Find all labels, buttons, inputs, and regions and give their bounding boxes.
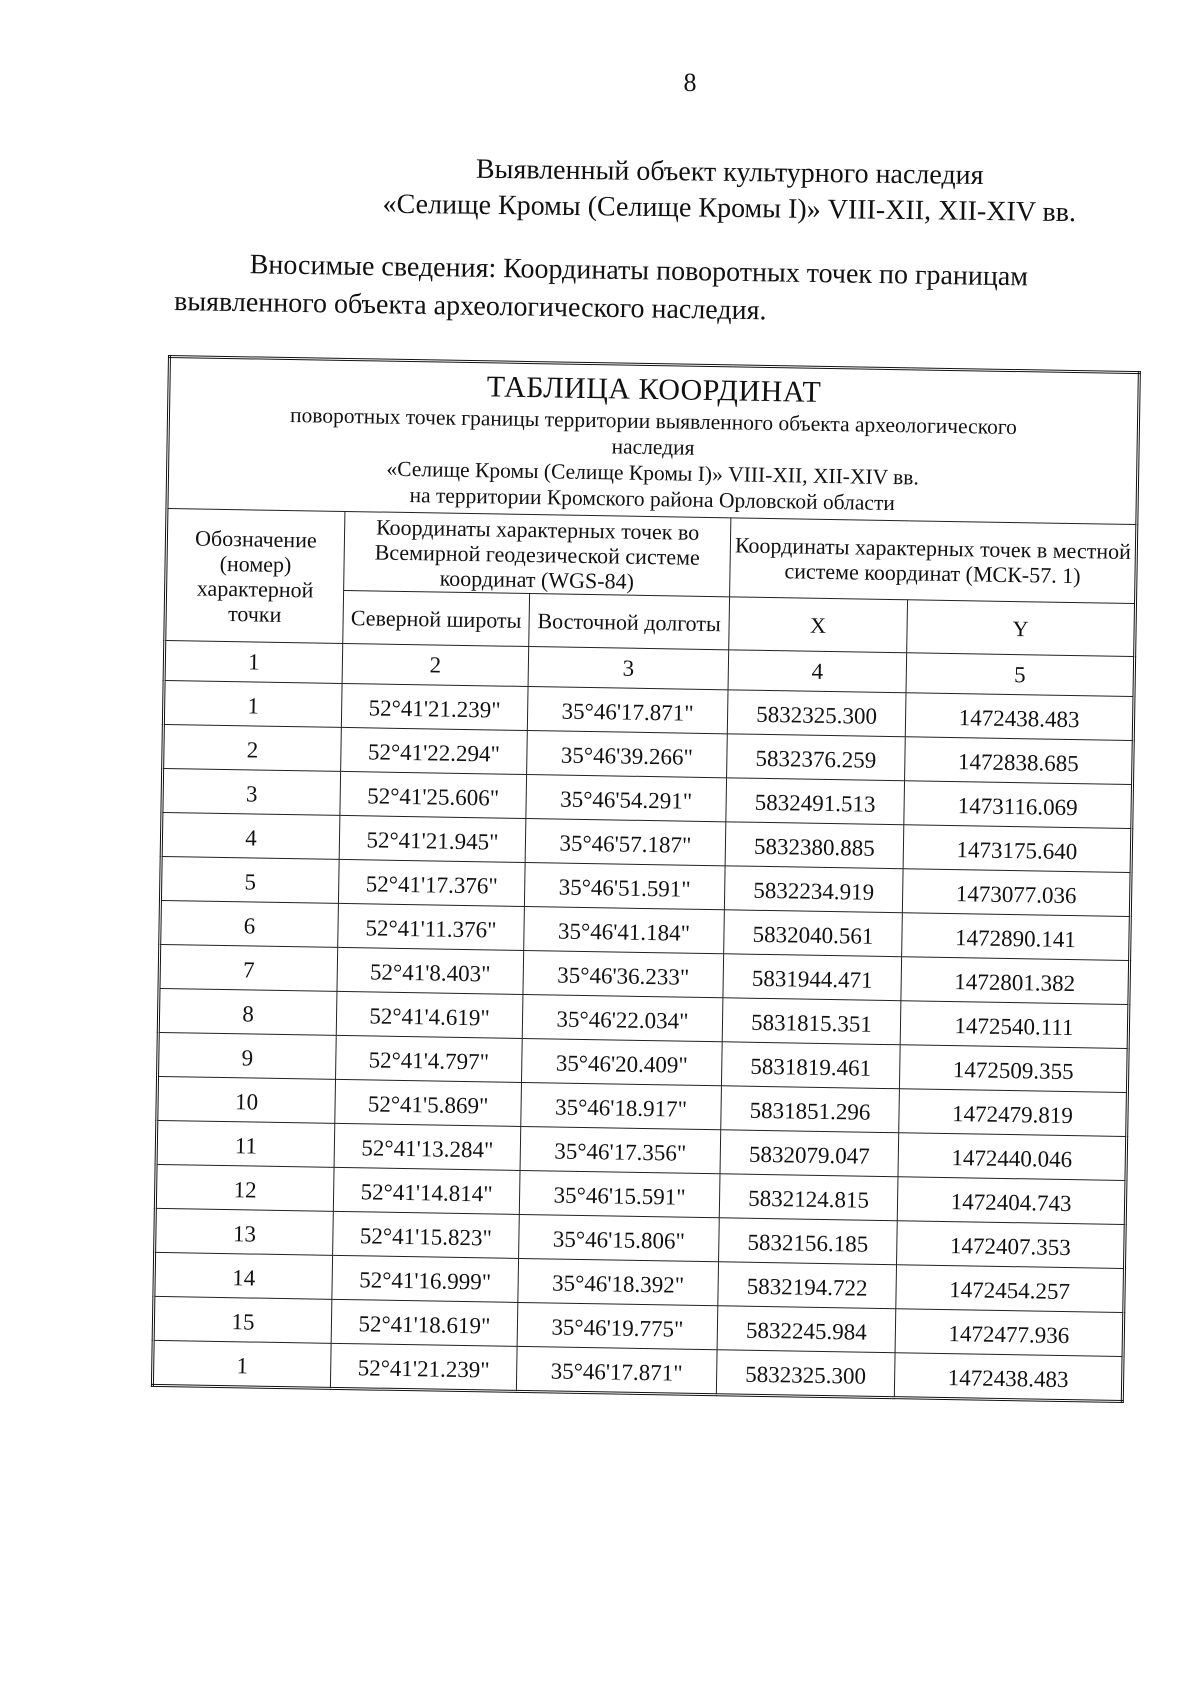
- cell-latitude: 52°41'4.797": [336, 1035, 523, 1082]
- cell-longitude: 35°46'19.775": [517, 1302, 718, 1349]
- cell-longitude: 35°46'22.034": [522, 994, 723, 1041]
- cell-longitude: 35°46'15.806": [519, 1214, 720, 1261]
- cell-x: 5832380.885: [725, 822, 904, 869]
- cell-latitude: 52°41'4.619": [336, 991, 523, 1038]
- cell-y: 1473116.069: [904, 781, 1133, 829]
- header-lat: Северной широты: [343, 590, 530, 646]
- cell-longitude: 35°46'54.291": [526, 775, 727, 822]
- cell-longitude: 35°46'18.917": [521, 1082, 722, 1129]
- cell-y: 1472438.483: [905, 693, 1134, 741]
- cell-point: 14: [154, 1252, 333, 1299]
- cell-x: 5832325.300: [727, 690, 906, 737]
- cell-latitude: 52°41'8.403": [337, 947, 524, 994]
- cell-y: 1472479.819: [899, 1089, 1128, 1137]
- cell-point: 6: [160, 900, 339, 947]
- cell-longitude: 35°46'18.392": [518, 1258, 719, 1305]
- cell-x: 5831815.351: [722, 998, 901, 1045]
- cell-longitude: 35°46'17.871": [516, 1346, 717, 1394]
- cell-point: 15: [153, 1296, 332, 1343]
- cell-latitude: 52°41'21.239": [330, 1343, 517, 1391]
- cell-longitude: 35°46'17.356": [520, 1126, 721, 1173]
- cell-x: 5832234.919: [724, 866, 903, 913]
- cell-y: 1472440.046: [898, 1133, 1127, 1181]
- column-number: 5: [906, 653, 1135, 697]
- intro-line-2: выявленного объекта археологического наследия.: [173, 285, 767, 327]
- cell-x: 5832194.722: [718, 1262, 897, 1309]
- cell-latitude: 52°41'14.814": [333, 1167, 520, 1214]
- table-caption-line-1: поворотных точек границы территории выявленного объекта археологического: [289, 403, 1018, 440]
- header-point: Обозначение (номер) характерной точки: [165, 509, 345, 644]
- cell-y: 1472890.141: [902, 913, 1131, 961]
- column-number: 4: [728, 650, 907, 693]
- table-caption-line-4: на территории Кромского района Орловской области: [409, 483, 896, 516]
- cell-latitude: 52°41'13.284": [334, 1123, 521, 1170]
- cell-x: 5831819.461: [721, 1042, 900, 1089]
- cell-point: 11: [156, 1120, 335, 1167]
- cell-point: 1: [163, 680, 342, 727]
- table-caption-line-2: наследия: [611, 434, 695, 460]
- heading-line-1: Выявленный объект культурного наследия: [475, 153, 984, 191]
- cell-y: 1472404.743: [897, 1177, 1126, 1225]
- cell-x: 5832040.561: [724, 910, 903, 957]
- header-msk: Координаты характерных точек в местной системе координат (МСК-57. 1): [730, 518, 1137, 604]
- column-number: 1: [164, 640, 343, 683]
- cell-y: 1472540.111: [900, 1001, 1129, 1049]
- cell-point: 5: [160, 856, 339, 903]
- column-number: 3: [528, 647, 729, 690]
- cell-longitude: 35°46'57.187": [525, 818, 726, 865]
- cell-longitude: 35°46'20.409": [521, 1038, 722, 1085]
- cell-x: 5831851.296: [721, 1086, 900, 1133]
- table-caption-title: ТАБЛИЦА КООРДИНАТ: [486, 370, 822, 409]
- cell-point: 4: [161, 812, 340, 859]
- cell-point: 12: [155, 1164, 334, 1211]
- cell-point: 8: [158, 988, 337, 1035]
- table-caption: [167, 357, 1139, 525]
- cell-latitude: 52°41'21.239": [341, 683, 528, 730]
- cell-y: 1472477.936: [895, 1309, 1124, 1357]
- cell-point: 2: [163, 724, 342, 771]
- cell-longitude: 35°46'15.591": [519, 1170, 720, 1217]
- cell-y: 1472438.483: [894, 1353, 1123, 1402]
- intro-paragraph: [174, 245, 1075, 335]
- cell-latitude: 52°41'16.999": [332, 1255, 519, 1302]
- cell-y: 1472509.355: [899, 1045, 1128, 1093]
- cell-latitude: 52°41'18.619": [331, 1299, 518, 1346]
- column-number: 2: [342, 643, 529, 686]
- header-wgs: Координаты характерных точек во Всемирной геодезической системе координат (WGS-84): [344, 511, 731, 596]
- cell-point: 13: [155, 1208, 334, 1255]
- coordinates-table: [151, 355, 1141, 1403]
- cell-x: 5832079.047: [720, 1130, 899, 1177]
- cell-latitude: 52°41'22.294": [341, 727, 528, 774]
- cell-y: 1472801.382: [901, 957, 1130, 1005]
- cell-x: 5832156.185: [719, 1218, 898, 1265]
- cell-longitude: 35°46'39.266": [527, 731, 728, 778]
- cell-latitude: 52°41'17.376": [338, 859, 525, 906]
- cell-latitude: 52°41'15.823": [333, 1211, 520, 1258]
- cell-latitude: 52°41'11.376": [338, 903, 525, 950]
- cell-point: 1: [152, 1340, 331, 1388]
- cell-y: 1472407.353: [897, 1221, 1126, 1269]
- cell-longitude: 35°46'36.233": [523, 950, 724, 997]
- cell-y: 1472838.685: [905, 737, 1134, 785]
- cell-x: 5832491.513: [726, 778, 905, 825]
- cell-latitude: 52°41'5.869": [335, 1079, 522, 1126]
- header-y: Y: [907, 600, 1136, 657]
- cell-point: 9: [158, 1032, 337, 1079]
- cell-y: 1473175.640: [903, 825, 1132, 873]
- intro-line-1: Вносимые сведения: Координаты поворотных точек по границам: [249, 249, 1029, 293]
- cell-point: 10: [157, 1076, 336, 1123]
- cell-x: 5832245.984: [717, 1306, 896, 1353]
- table-header-body: [164, 357, 1139, 697]
- cell-x: 5831944.471: [723, 954, 902, 1001]
- cell-y: 1472454.257: [896, 1265, 1125, 1313]
- cell-y: 1473077.036: [902, 869, 1131, 917]
- document-heading: [329, 150, 1130, 232]
- cell-latitude: 52°41'25.606": [340, 771, 527, 818]
- cell-point: 7: [159, 944, 338, 991]
- table-caption-line-3: «Селище Кромы (Селище Кромы I)» VIII-XII, XII-XIV вв.: [386, 456, 920, 490]
- cell-x: 5832376.259: [727, 734, 906, 781]
- page-number: 8: [683, 68, 697, 97]
- cell-longitude: 35°46'17.871": [527, 687, 728, 734]
- coordinates-table-wrapper: [151, 355, 1138, 1403]
- heading-line-2: «Селище Кромы (Селище Кромы I)» VIII-XII, XII-XIV вв.: [382, 188, 1077, 229]
- cell-longitude: 35°46'51.591": [524, 862, 725, 909]
- cell-latitude: 52°41'21.945": [339, 815, 526, 862]
- table-data-body: [152, 680, 1134, 1401]
- cell-x: 5832325.300: [716, 1350, 895, 1398]
- cell-point: 3: [162, 768, 341, 815]
- cell-x: 5832124.815: [719, 1174, 898, 1221]
- cell-longitude: 35°46'41.184": [524, 906, 725, 953]
- header-x: X: [729, 597, 908, 653]
- header-lon: Восточной долготы: [529, 594, 730, 650]
